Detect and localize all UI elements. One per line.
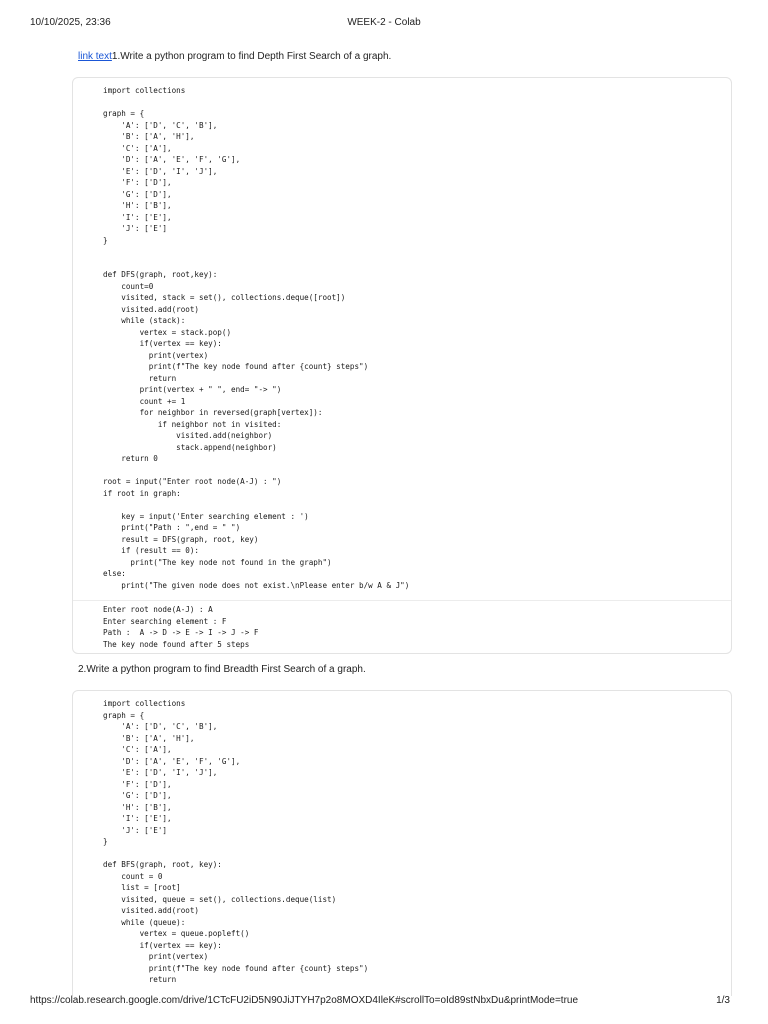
link-text-link[interactable]: link text bbox=[78, 51, 112, 62]
document-title: WEEK-2 - Colab bbox=[347, 17, 421, 28]
code-cell-bfs[interactable] bbox=[72, 690, 732, 996]
print-footer bbox=[30, 995, 738, 1009]
dfs-output-area bbox=[73, 600, 731, 650]
bfs-code[interactable]: import collections graph = { 'A': ['D', 'C', 'B'], 'B': ['A', 'H'], 'C': ['A'], 'D': ['A', 'E', 'F', 'G'], 'E': ['D', 'I', 'J'], 'F': ['D'], 'G': ['D'], 'H': ['B'], 'I': ['E'], 'J': ['E'] } def BFS(graph, root, key): count = 0 list = [root] visited, queue = set(), collections.deque(list) visited.add(root) while (queue): vertex = queue.popleft() if(vertex == key): print(vertex) print(f"The key node found after {count} steps") return bbox=[103, 699, 369, 984]
question-1-text: 1.Write a python program to find Depth First Search of a graph. bbox=[111, 51, 392, 62]
page-url: https://colab.research.google.com/drive/1CTcFU2iD5N90JiJTYH7p2o8MOXD4IleK#scrollTo=oId89stNbxDu&printMode=true bbox=[30, 995, 579, 1006]
print-header bbox=[30, 17, 738, 31]
dfs-code[interactable]: import collections graph = { 'A': ['D', 'C', 'B'], 'B': ['A', 'H'], 'C': ['A'], 'D': ['A', 'E', 'F', 'G'], 'E': ['D', 'I', 'J'], 'F': ['D'], 'G': ['D'], 'H': ['B'], 'I': ['E'], 'J': ['E'] } def DFS(graph, root,key): count=0 visited, stack = set(), collections.deque([root]) visited.add(root) while (stack): vertex = stack.pop() if(vertex == key): print(vertex) print(f"The key node found after {count} steps") return print(vertex + " ", end= "-> ") count += 1 for neighbor in reversed(graph[vertex]): if neighbor not in visited: visited.add(neighbor) stack.append(neighbor) return 0 root = input("Enter root node(A-J) : ") if root in graph: key = input('Enter searching element : ') print("Path : ",end = " ") result = DFS(graph, root, key) if (result == 0): print("The key node not found in the graph") else: print("The given node does not exist.\nPlease enter b/w A & J") bbox=[103, 86, 410, 590]
print-datetime: 10/10/2025, 23:36 bbox=[30, 17, 111, 28]
page-number: 1/3 bbox=[716, 995, 730, 1006]
text-cell-q2 bbox=[78, 664, 366, 676]
text-cell-q1 bbox=[78, 51, 391, 63]
dfs-output: Enter root node(A-J) : A Enter searching element : F Path : A -> D -> E -> I -> J -> F The key node found after 5 steps bbox=[103, 605, 259, 649]
code-cell-dfs[interactable] bbox=[72, 77, 732, 654]
question-2-text: 2.Write a python program to find Breadth First Search of a graph. bbox=[78, 664, 366, 675]
